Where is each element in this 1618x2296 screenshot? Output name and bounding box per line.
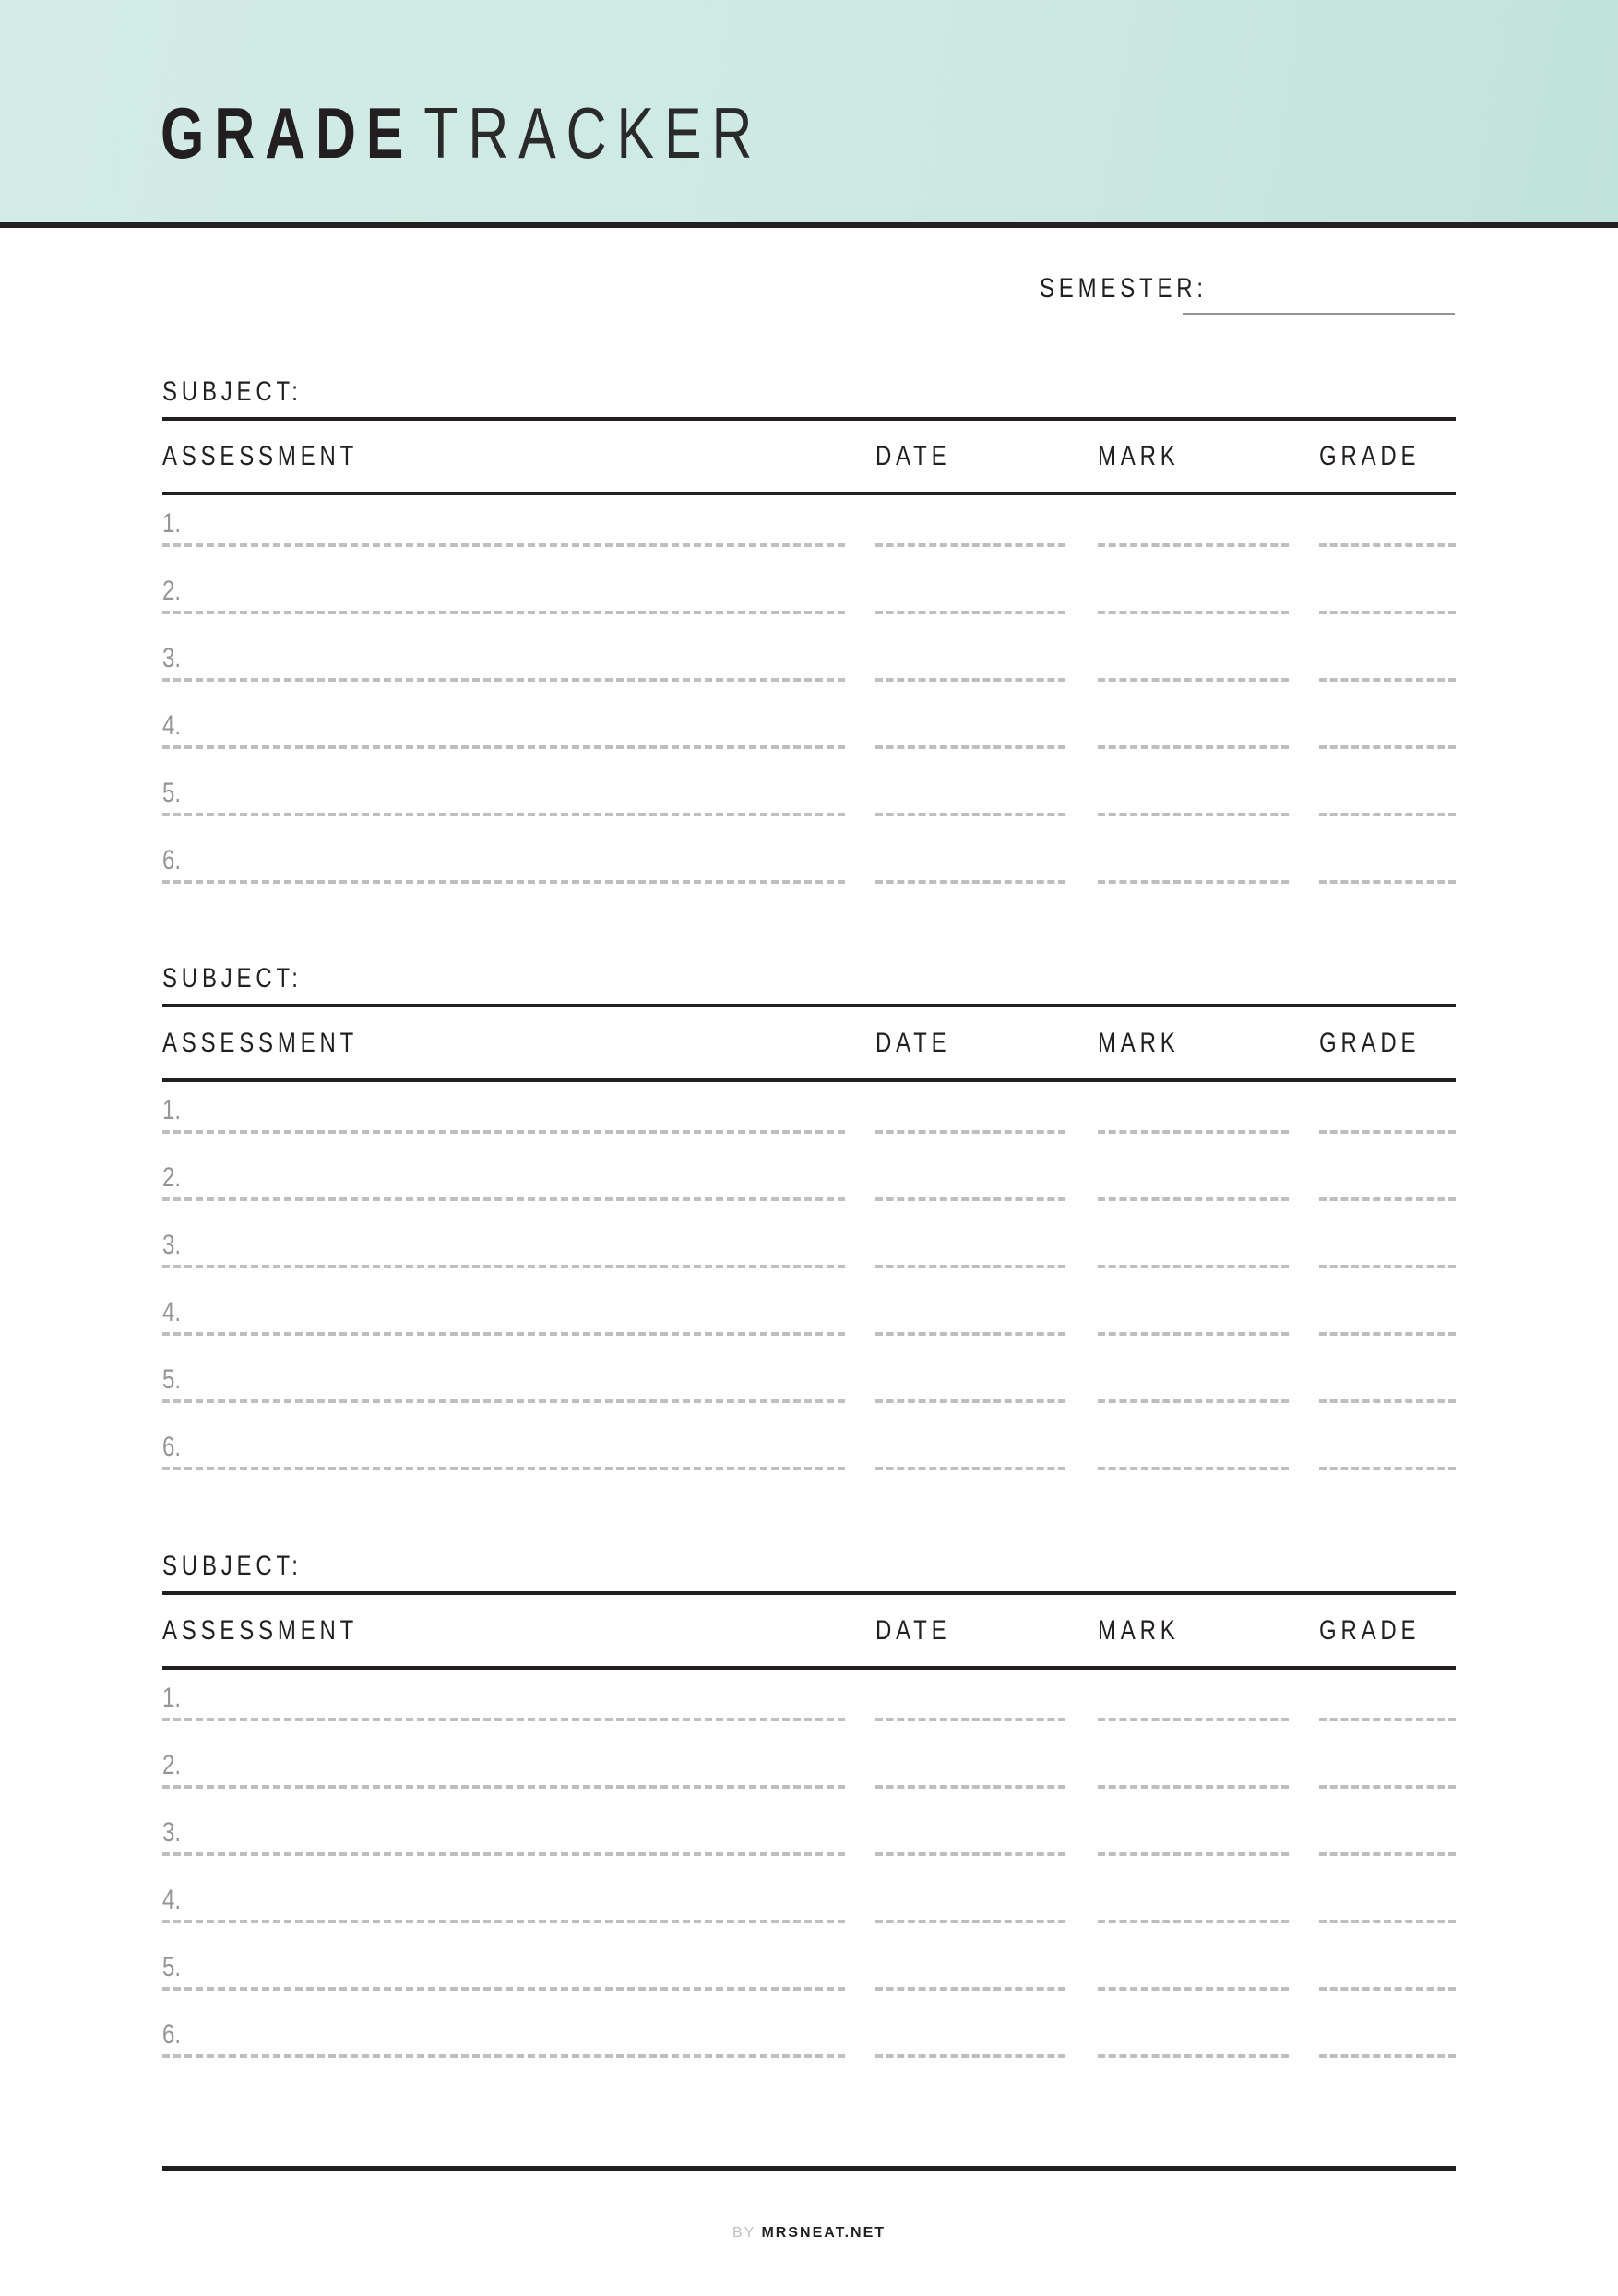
column-header-grade: GRADE — [1319, 1615, 1421, 1646]
page-title — [161, 92, 763, 173]
mark-input-line[interactable] — [1098, 2054, 1289, 2058]
column-header-grade: GRADE — [1319, 441, 1421, 471]
assessment-input-line[interactable] — [162, 1718, 845, 1721]
row-number: 4. — [162, 1297, 182, 1327]
mark-input-line[interactable] — [1098, 1130, 1289, 1134]
assessment-input-line[interactable] — [162, 1852, 845, 1856]
section-header-rule — [162, 1078, 1456, 1082]
row-number: 1. — [162, 508, 182, 539]
date-input-line[interactable] — [875, 543, 1065, 547]
footer-credit — [0, 2225, 1618, 2242]
section-top-rule — [162, 417, 1456, 421]
column-header-assessment: ASSESSMENT — [162, 441, 359, 471]
assessment-input-line[interactable] — [162, 813, 845, 816]
date-input-line[interactable] — [875, 1399, 1065, 1403]
grade-input-line[interactable] — [1319, 678, 1456, 682]
row-number: 1. — [162, 1095, 182, 1125]
table-row — [162, 643, 1456, 710]
grade-input-line[interactable] — [1319, 813, 1456, 816]
row-number: 2. — [162, 1162, 182, 1193]
column-header-date: DATE — [875, 441, 951, 471]
grade-input-line[interactable] — [1319, 1265, 1456, 1268]
grade-input-line[interactable] — [1319, 2054, 1456, 2058]
assessment-input-line[interactable] — [162, 745, 845, 749]
column-header-assessment: ASSESSMENT — [162, 1615, 359, 1646]
date-input-line[interactable] — [875, 1718, 1065, 1721]
date-input-line[interactable] — [875, 1332, 1065, 1336]
row-number: 5. — [162, 778, 182, 808]
table-row — [162, 1683, 1456, 1750]
table-row — [162, 2019, 1456, 2087]
table-row — [162, 1885, 1456, 1952]
grade-input-line[interactable] — [1319, 1852, 1456, 1856]
grade-input-line[interactable] — [1319, 1987, 1456, 1991]
mark-input-line[interactable] — [1098, 1718, 1289, 1721]
title-bold: GRADE — [161, 92, 414, 173]
table-row — [162, 1952, 1456, 2019]
assessment-input-line[interactable] — [162, 1987, 845, 1991]
mark-input-line[interactable] — [1098, 1265, 1289, 1268]
mark-input-line[interactable] — [1098, 1920, 1289, 1923]
table-row — [162, 1162, 1456, 1230]
table-row — [162, 778, 1456, 845]
column-header-mark: MARK — [1098, 441, 1180, 471]
section-header-rule — [162, 492, 1456, 495]
date-input-line[interactable] — [875, 1467, 1065, 1470]
grade-input-line[interactable] — [1319, 1718, 1456, 1721]
date-input-line[interactable] — [875, 2054, 1065, 2058]
assessment-input-line[interactable] — [162, 1332, 845, 1336]
date-input-line[interactable] — [875, 1265, 1065, 1268]
row-number: 2. — [162, 576, 182, 606]
table-row — [162, 576, 1456, 643]
row-number: 6. — [162, 1432, 182, 1462]
mark-input-line[interactable] — [1098, 1332, 1289, 1336]
assessment-input-line[interactable] — [162, 1197, 845, 1201]
mark-input-line[interactable] — [1098, 880, 1289, 884]
title-light: TRACKER — [423, 92, 763, 173]
row-number: 1. — [162, 1683, 182, 1713]
assessment-input-line[interactable] — [162, 543, 845, 547]
mark-input-line[interactable] — [1098, 611, 1289, 614]
mark-input-line[interactable] — [1098, 1852, 1289, 1856]
date-input-line[interactable] — [875, 745, 1065, 749]
column-header-mark: MARK — [1098, 1028, 1180, 1058]
subject-section — [162, 1551, 1456, 2067]
assessment-input-line[interactable] — [162, 1130, 845, 1134]
semester-field[interactable] — [1183, 313, 1455, 315]
mark-input-line[interactable] — [1098, 745, 1289, 749]
column-header-date: DATE — [875, 1028, 951, 1058]
column-header-assessment: ASSESSMENT — [162, 1028, 359, 1058]
grade-input-line[interactable] — [1319, 1920, 1456, 1923]
mark-input-line[interactable] — [1098, 1467, 1289, 1470]
column-header-mark: MARK — [1098, 1615, 1180, 1646]
grade-input-line[interactable] — [1319, 1130, 1456, 1134]
date-input-line[interactable] — [875, 1987, 1065, 1991]
assessment-input-line[interactable] — [162, 1920, 845, 1923]
row-number: 3. — [162, 1817, 182, 1848]
subject-label: SUBJECT: — [162, 963, 303, 993]
table-row — [162, 1230, 1456, 1297]
row-number: 5. — [162, 1364, 182, 1395]
table-row — [162, 1095, 1456, 1162]
row-number: 4. — [162, 710, 182, 741]
date-input-line[interactable] — [875, 813, 1065, 816]
grade-input-line[interactable] — [1319, 1399, 1456, 1403]
row-number: 6. — [162, 845, 182, 875]
mark-input-line[interactable] — [1098, 543, 1289, 547]
grade-input-line[interactable] — [1319, 745, 1456, 749]
table-row — [162, 508, 1456, 576]
mark-input-line[interactable] — [1098, 678, 1289, 682]
header-divider — [0, 222, 1618, 228]
grade-input-line[interactable] — [1319, 1197, 1456, 1201]
table-row — [162, 845, 1456, 912]
grade-input-line[interactable] — [1319, 543, 1456, 547]
subject-label: SUBJECT: — [162, 1551, 303, 1581]
footer-site-link[interactable]: MRSNEAT.NET — [761, 2225, 886, 2241]
assessment-input-line[interactable] — [162, 1467, 845, 1470]
grade-input-line[interactable] — [1319, 880, 1456, 884]
table-row — [162, 1364, 1456, 1432]
date-input-line[interactable] — [875, 678, 1065, 682]
footer-by: BY — [732, 2225, 755, 2241]
assessment-input-line[interactable] — [162, 678, 845, 682]
assessment-input-line[interactable] — [162, 1265, 845, 1268]
assessment-input-line[interactable] — [162, 1785, 845, 1789]
table-row — [162, 1750, 1456, 1817]
footer-divider — [162, 2166, 1456, 2171]
date-input-line[interactable] — [875, 1852, 1065, 1856]
column-header-grade: GRADE — [1319, 1028, 1421, 1058]
mark-input-line[interactable] — [1098, 1197, 1289, 1201]
assessment-input-line[interactable] — [162, 611, 845, 614]
assessment-input-line[interactable] — [162, 2054, 845, 2058]
date-input-line[interactable] — [875, 1197, 1065, 1201]
table-row — [162, 1432, 1456, 1499]
grade-input-line[interactable] — [1319, 1785, 1456, 1789]
mark-input-line[interactable] — [1098, 813, 1289, 816]
subject-label: SUBJECT: — [162, 376, 303, 407]
date-input-line[interactable] — [875, 880, 1065, 884]
mark-input-line[interactable] — [1098, 1399, 1289, 1403]
row-number: 2. — [162, 1750, 182, 1780]
table-row — [162, 1297, 1456, 1364]
table-row — [162, 710, 1456, 778]
date-input-line[interactable] — [875, 1130, 1065, 1134]
row-number: 4. — [162, 1885, 182, 1915]
row-number: 5. — [162, 1952, 182, 1982]
grade-input-line[interactable] — [1319, 1332, 1456, 1336]
mark-input-line[interactable] — [1098, 1785, 1289, 1789]
grade-input-line[interactable] — [1319, 1467, 1456, 1470]
mark-input-line[interactable] — [1098, 1987, 1289, 1991]
row-number: 6. — [162, 2019, 182, 2050]
column-header-date: DATE — [875, 1615, 951, 1646]
date-input-line[interactable] — [875, 1785, 1065, 1789]
assessment-input-line[interactable] — [162, 1399, 845, 1403]
assessment-input-line[interactable] — [162, 880, 845, 884]
section-top-rule — [162, 1004, 1456, 1007]
grade-input-line[interactable] — [1319, 611, 1456, 614]
row-number: 3. — [162, 643, 182, 673]
subject-section — [162, 963, 1456, 1480]
table-row — [162, 1817, 1456, 1885]
semester-label: SEMESTER: — [1040, 273, 1208, 303]
subject-section — [162, 376, 1456, 893]
row-number: 3. — [162, 1230, 182, 1260]
section-top-rule — [162, 1591, 1456, 1595]
section-header-rule — [162, 1666, 1456, 1670]
date-input-line[interactable] — [875, 1920, 1065, 1923]
date-input-line[interactable] — [875, 611, 1065, 614]
